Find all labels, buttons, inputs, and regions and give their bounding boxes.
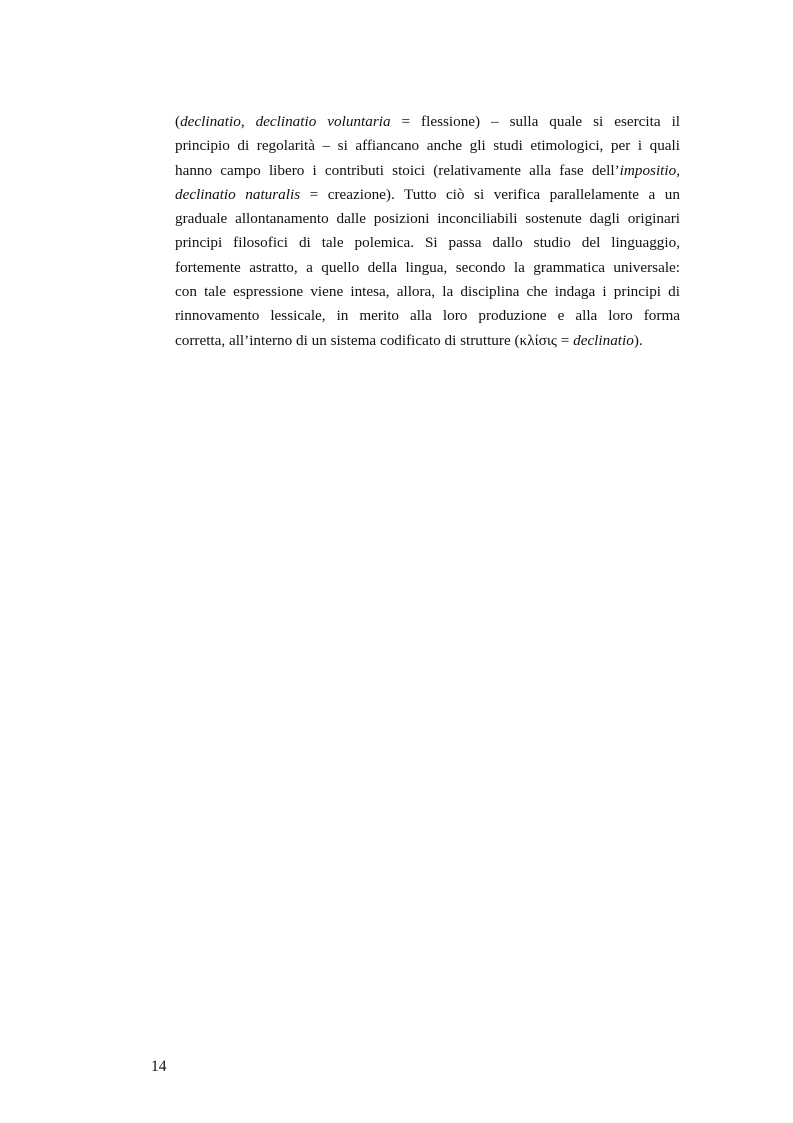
text-line bbox=[175, 256, 680, 280]
text-run: ( bbox=[175, 113, 181, 130]
text-run: ). bbox=[633, 331, 643, 349]
text-run: graduale allontanamento dalle posizioni inconciliabili sostenute dagli originari bbox=[175, 210, 680, 228]
text-run: rinnovamento lessicale, in merito alla loro produzione e alla loro forma bbox=[175, 307, 680, 325]
text-line bbox=[175, 159, 680, 183]
text-line bbox=[175, 304, 680, 328]
text-line bbox=[175, 329, 680, 353]
text-line bbox=[175, 280, 680, 304]
italic-text-run: declinatio voluntaria bbox=[255, 113, 391, 130]
text-line bbox=[175, 207, 680, 231]
body-paragraph bbox=[175, 110, 680, 353]
italic-text-run: declinatio naturalis bbox=[175, 185, 301, 203]
text-line bbox=[175, 134, 680, 158]
text-run: principio di regolarità – si affiancano anche gli studi etimologici, per i quali bbox=[175, 137, 680, 155]
italic-text-run: impositio, bbox=[619, 161, 680, 179]
text-run: = creazione). Tutto ciò si verifica parallelamente a un bbox=[300, 185, 680, 203]
text-line bbox=[175, 110, 680, 134]
text-run: , bbox=[240, 113, 256, 130]
text-run: con tale espressione viene intesa, allora, la disciplina che indaga i principi di bbox=[175, 283, 680, 301]
text-line bbox=[175, 231, 680, 255]
text-run: fortemente astratto, a quello della lingua, secondo la grammatica universale: bbox=[175, 258, 680, 276]
text-run: = flessione) – sulla quale si esercita il bbox=[390, 113, 681, 130]
text-run: hanno campo libero i contributi stoici (relativamente alla fase dell’ bbox=[175, 161, 620, 179]
text-line bbox=[175, 183, 680, 207]
text-run: principi filosofici di tale polemica. Si passa dallo studio del linguaggio, bbox=[175, 234, 680, 252]
text-run: corretta, all’interno di un sistema codificato di strutture (κλίσις = bbox=[175, 331, 574, 349]
italic-text-run: declinatio bbox=[573, 331, 634, 349]
italic-text-run: declinatio bbox=[180, 113, 241, 130]
page-number: 14 bbox=[151, 1058, 167, 1075]
